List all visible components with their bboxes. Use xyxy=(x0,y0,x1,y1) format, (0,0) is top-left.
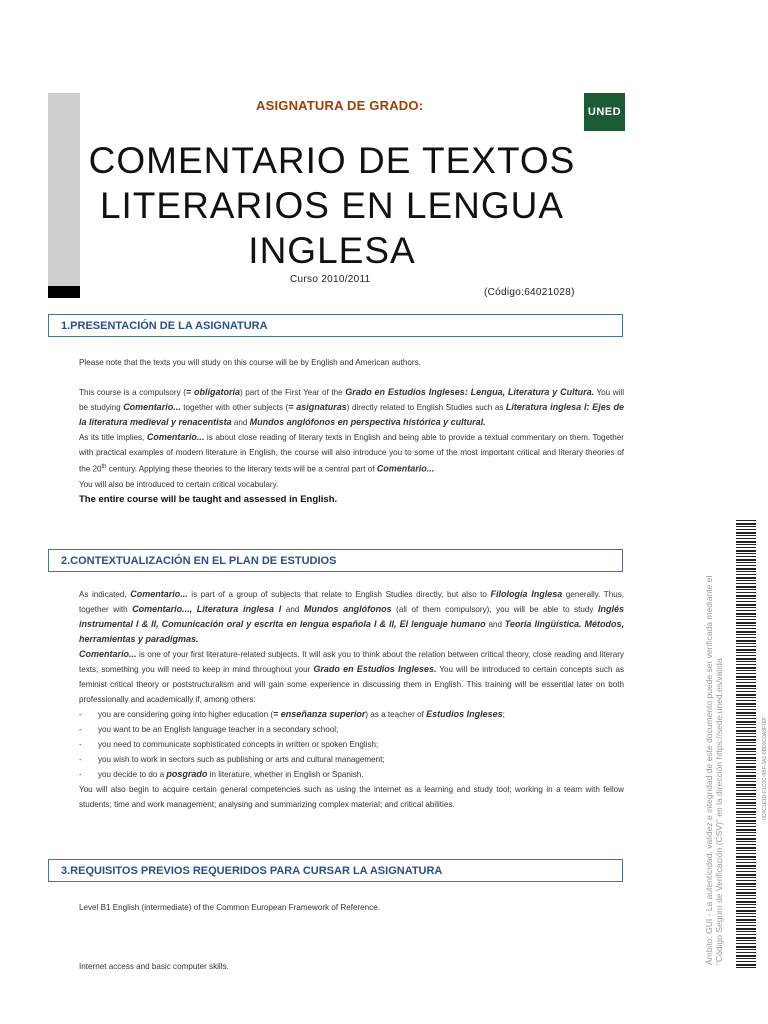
text-run: Comentario... xyxy=(130,589,188,599)
list-dash: - xyxy=(79,725,82,734)
section-body-presentacion xyxy=(79,355,624,507)
paragraph xyxy=(79,587,624,647)
paragraph xyxy=(79,385,624,430)
text-run: you need to communicate sophisticated concepts in written or spoken English; xyxy=(98,740,379,749)
text-run xyxy=(98,707,505,722)
text-run: Filología Inglesa xyxy=(490,589,563,599)
text-run: Literatura inglesa I: Ejes de la literatura medieval y renacentista xyxy=(79,402,624,427)
text-run: is part of a group of subjects that relate to English Studies directly, but also to xyxy=(187,590,491,599)
list-item xyxy=(79,767,624,782)
text-run: Comentario... xyxy=(123,402,181,412)
text-run xyxy=(98,767,364,782)
text-run: (all of them compulsory), you will be able to study xyxy=(391,605,598,614)
text-run: and xyxy=(231,418,250,427)
text-run: ; xyxy=(502,710,505,719)
list-item xyxy=(79,707,624,722)
list-dash: - xyxy=(79,770,82,779)
text-run: ) part of the First Year of the xyxy=(240,388,346,397)
text-run: Grado en Estudios Ingleses: Lengua, Literatura y Cultura. xyxy=(345,387,595,397)
text-run: You will be studying xyxy=(79,388,624,412)
list-dash: - xyxy=(79,710,82,719)
text-run: Comentario... xyxy=(376,463,435,474)
title-line: LITERARIOS EN LENGUA xyxy=(99,185,565,226)
text-run: = enseñanza superior xyxy=(273,709,366,719)
text-run: Comentario..., xyxy=(132,604,193,614)
text-run: and xyxy=(281,605,304,614)
paragraph xyxy=(79,647,624,707)
list-item xyxy=(79,722,624,737)
barcode-icon xyxy=(736,520,756,968)
text-run: you are considering going into higher education ( xyxy=(98,710,274,719)
text-run: in literature, whether in English or Spanish. xyxy=(207,770,364,779)
list-dash: - xyxy=(79,755,82,764)
text-run: ) as a teacher of xyxy=(365,710,427,719)
list-item xyxy=(79,752,624,767)
decorative-black-bar xyxy=(48,286,80,298)
text-run: Comentario... xyxy=(146,432,205,442)
title-line: INGLESA xyxy=(248,230,416,271)
section-heading-requisitos: 3.REQUISITOS PREVIOS REQUERIDOS PARA CURSAR LA ASIGNATURA xyxy=(48,859,623,882)
text-run: generally. Thus, together with xyxy=(79,590,625,614)
text-run: As indicated, xyxy=(79,590,131,599)
text-run: is about close reading of literary texts in English and being able to provide a textual commentary on them. Together with practical examples of modern literature in English, the course will also introduce you to some of the most important critical and literary theories of the 20 xyxy=(79,433,624,474)
verification-text: Ámbito: GUI - La autenticidad, validez e integridad de este documento puede ser verificada mediante el "Código Seguro de Verificación (CSV)" en la dirección https://sede.uned.es/valida xyxy=(704,575,724,965)
paragraph: Please note that the texts you will study on this course will be by English and American authors. xyxy=(79,358,421,367)
text-run: Inglés instrumental I & II, Comunicación oral y escrita en lengua española I & II, El lenguaje humano xyxy=(79,604,624,629)
text-run: posgrado xyxy=(166,769,208,779)
text-run: This course is a compulsory ( xyxy=(79,388,186,397)
text-run: You will be introduced to certain concepts such as feminist critical theory or poststructuralism and will gain some experience in discussing them in English. This training will be essential later on both professionally and academically if, among others: xyxy=(79,665,625,704)
text-run: and xyxy=(485,620,505,629)
text-run: you wish to work in sectors such as publishing or arts and cultural management; xyxy=(98,755,385,764)
uned-logo: UNED xyxy=(584,93,625,131)
text-run: is one of your first literature-related subjects. It will ask you to think about the relation between critical theory, close reading and literary texts, something you will need to keep in mind throughout your xyxy=(79,650,624,674)
page-title xyxy=(82,138,582,273)
text-run: you decide to do a xyxy=(98,770,167,779)
text-run: = obligatoria xyxy=(185,387,240,397)
title-line: COMENTARIO DE TEXTOS xyxy=(88,140,576,181)
text-run: you want to be an English language teacher in a secondary school; xyxy=(98,725,339,734)
section-body-requisitos-1: Level B1 English (intermediate) of the Common European Framework of Reference. xyxy=(79,903,380,912)
text-run: Comentario... xyxy=(79,649,137,659)
paragraph xyxy=(79,430,624,477)
section-heading-presentacion: 1.PRESENTACIÓN DE LA ASIGNATURA xyxy=(48,314,623,337)
course-year: Curso 2010/2011 xyxy=(290,274,371,285)
text-run: Mundos anglófonos en perspectiva histórica y cultural. xyxy=(249,417,486,427)
list-dash: - xyxy=(79,740,82,749)
list-item xyxy=(79,737,624,752)
text-run: century. Applying these theories to the literary texts will be a central part of xyxy=(106,464,377,474)
text-run: th xyxy=(101,464,107,470)
text-run: = asignaturas xyxy=(288,402,347,412)
paragraph: The entire course will be taught and assessed in English. xyxy=(79,493,338,505)
text-run: together with other subjects ( xyxy=(180,403,289,412)
paragraph: You will also begin to acquire certain general competencies such as using the internet as a learning and study tool; working in a team with fellow students; time and work management; analysing and summarizing complex material; and critical abilities. xyxy=(79,785,624,809)
text-run: Mundos anglófonos xyxy=(303,604,392,614)
decorative-gray-bar xyxy=(48,93,80,286)
verification-code: 0C4C1E1D-F1C0C-5BF-3A1-5BD0C0A8F7EF xyxy=(762,716,768,820)
text-run: Teoría lingüística. Métodos, herramientas y paradigmas. xyxy=(79,619,624,644)
course-code: (Código:64021028) xyxy=(484,287,575,298)
paragraph: You will also be introduced to certain critical vocabulary. xyxy=(79,479,279,489)
section-body-requisitos-2: Internet access and basic computer skills. xyxy=(79,962,229,971)
text-run: Estudios Ingleses xyxy=(426,709,503,719)
text-run: ) directly related to English Studies such as xyxy=(346,403,506,412)
text-run: Grado en Estudios Ingleses. xyxy=(313,664,437,674)
subject-kicker: ASIGNATURA DE GRADO: xyxy=(256,98,424,113)
section-body-contextualizacion xyxy=(79,587,624,812)
section-heading-contextualizacion: 2.CONTEXTUALIZACIÓN EN EL PLAN DE ESTUDIOS xyxy=(48,549,623,572)
text-run: Literatura inglesa I xyxy=(196,604,282,614)
text-run: As its title implies, xyxy=(79,433,147,442)
